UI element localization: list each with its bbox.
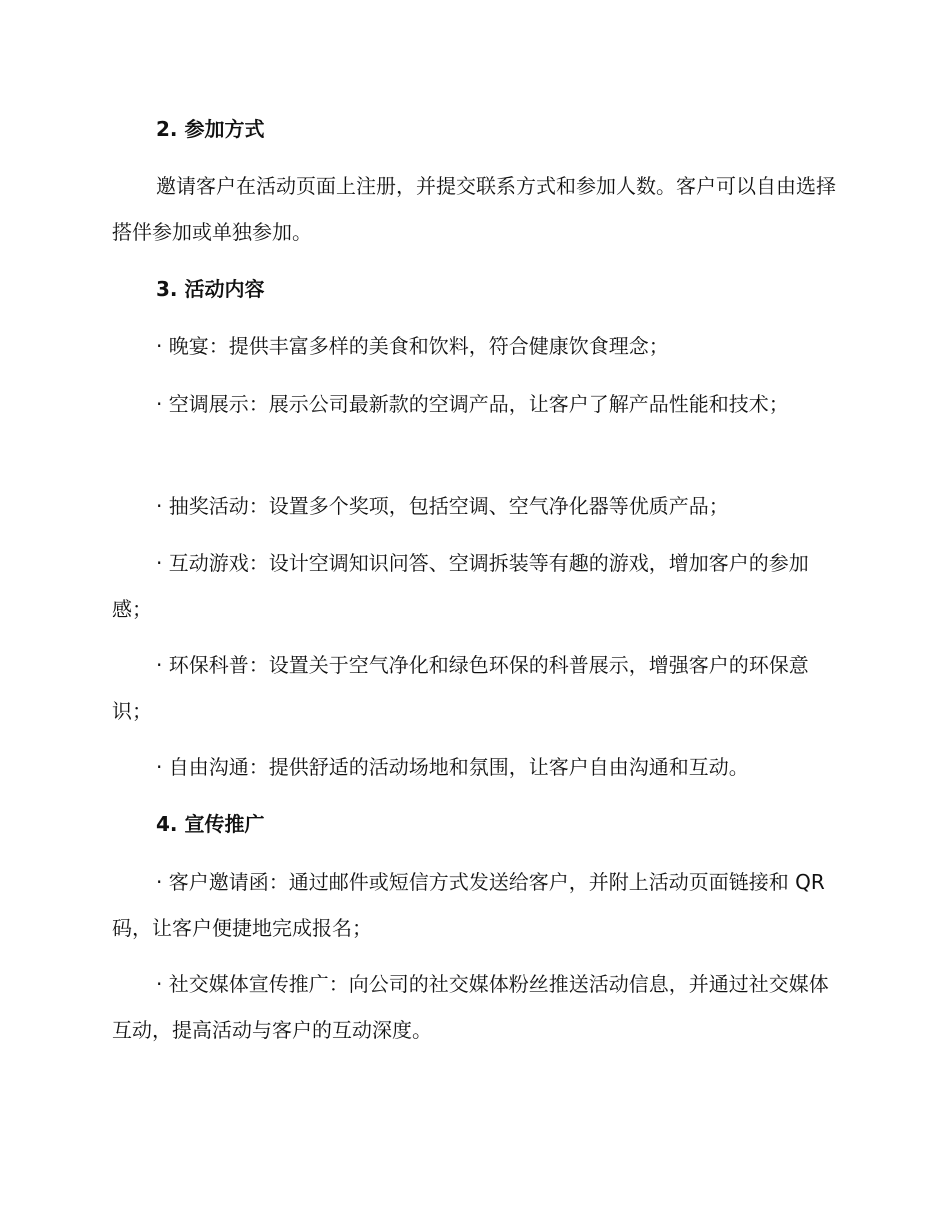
list-item-lottery: · 抽奖活动：设置多个奖项，包括空调、空气净化器等优质产品； <box>156 494 729 518</box>
list-item-games: · 互动游戏：设计空调知识问答、空调拆装等有趣的游戏，增加客户的参加感； <box>112 551 809 621</box>
list-item-dinner: · 晚宴：提供丰富多样的美食和饮料，符合健康饮食理念； <box>156 334 669 358</box>
section-heading-participation: 2. 参加方式 <box>156 117 265 141</box>
section-heading-promotion: 4. 宣传推广 <box>156 812 265 836</box>
section-heading-activities: 3. 活动内容 <box>156 277 265 301</box>
list-item-social-media: · 社交媒体宣传推广：向公司的社交媒体粉丝推送活动信息，并通过社交媒体互动，提高活动与客户的互动深度。 <box>112 972 829 1042</box>
list-item-invitation: · 客户邀请函：通过邮件或短信方式发送给客户，并附上活动页面链接和 QR 码，让客户便捷地完成报名； <box>112 870 825 940</box>
list-item-free-talk: · 自由沟通：提供舒适的活动场地和氛围，让客户自由沟通和互动。 <box>156 755 749 779</box>
paragraph-participation: 邀请客户在活动页面上注册，并提交联系方式和参加人数。客户可以自由选择搭伴参加或单独参加。 <box>112 174 836 244</box>
list-item-ac-display: · 空调展示：展示公司最新款的空调产品，让客户了解产品性能和技术； <box>156 392 789 416</box>
list-item-eco: · 环保科普：设置关于空气净化和绿色环保的科普展示，增强客户的环保意识； <box>112 653 809 723</box>
